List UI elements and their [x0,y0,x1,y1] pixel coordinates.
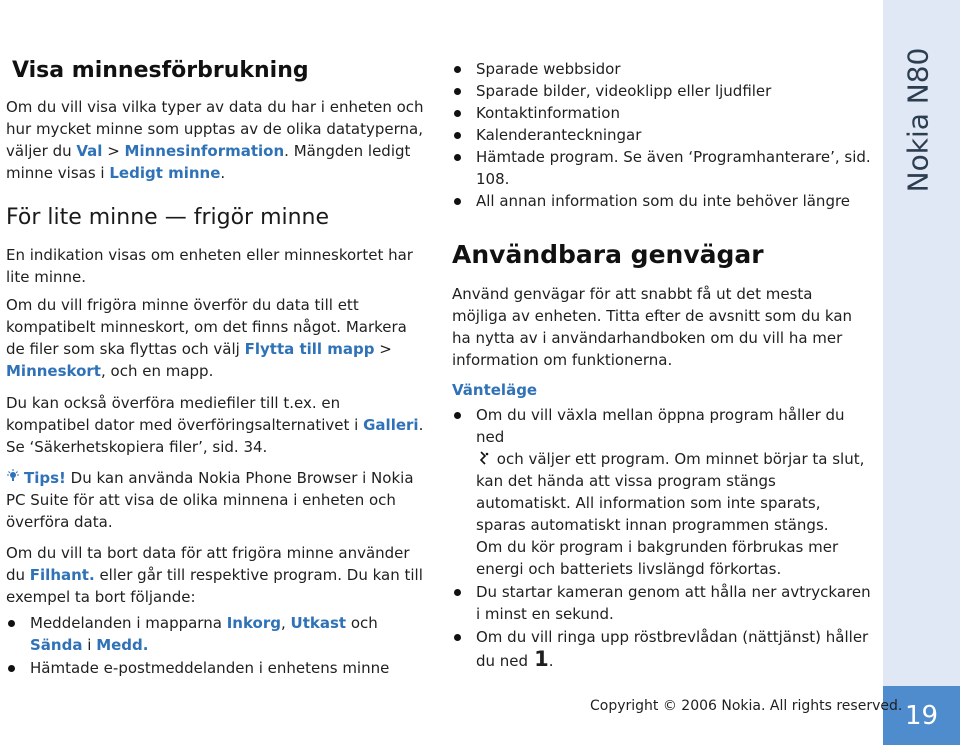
list-item [452,581,872,625]
intro-paragraph [6,96,426,184]
digit-one-key: 1 [534,647,549,671]
bullet1-text: Meddelanden i mapparna [30,614,227,632]
menu-key-icon [476,450,492,466]
link-medd[interactable]: Medd. [96,636,149,654]
bullet-vaxla-extra: Om du kör program i bakgrunden förbrukas mer energi och batteriets livslängd förkortas. [476,538,839,578]
subheading-vantelage: Vänteläge [452,381,538,399]
link-minnesinformation[interactable]: Minnesinformation [124,142,285,160]
tips-label: Tips! [24,469,66,487]
page-title: Visa minnesförbrukning [12,58,309,83]
bullet1-sep2: och [346,614,378,632]
bullet2-text: Hämtade e-postmeddelanden i enhetens minne [30,659,390,677]
list-item: Sparade bilder, videoklipp eller ljudfiler [452,80,872,102]
lightbulb-icon [6,467,20,481]
bullet-rostbrevlada-end: . [548,652,554,670]
list-item: Hämtade program. Se även ‘Programhanterare’, sid. 108. [452,146,872,190]
list-item: Kalenderanteckningar [452,124,872,146]
paragraph-genvagar: Använd genvägar för att snabbt få ut det mesta möjliga av enheten. Titta efter de avsnitt som du kan ha nytta av i användarhandboken om du vill ha mer information om funktionerna. [452,285,853,369]
p2-text2: , och en mapp. [100,362,214,380]
intro-text-end: . [220,164,226,182]
list-item: All annan information som du inte behöver längre [452,190,872,212]
p3-text2: . Se ‘Säkerhetskopiera filer’, sid. 34. [6,416,424,456]
bullet-kamera: Du startar kameran genom att hålla ner avtryckaren i minst en sekund. [476,583,871,623]
bullet-rostbrevlada-text: Om du vill ringa upp röstbrevlådan (nättjänst) håller du ned [476,628,869,670]
tips-box [6,467,426,533]
paragraph-ta-bort-data [6,542,426,608]
bullet-vaxla-line1: Om du vill växla mellan öppna program håller du ned [476,406,845,446]
copyright-footer: Copyright © 2006 Nokia. All rights reserved. [590,698,903,714]
page-number: 19 [883,686,960,745]
list-item [452,404,872,580]
bullet1-sep1: , [280,614,291,632]
paragraph-frigora-minne [6,294,426,382]
list-item [452,626,872,672]
sidebar-title: Nokia N80 [901,47,935,193]
link-galleri[interactable]: Galleri [363,416,419,434]
p4-text1: Om du vill ta bort data för att frigöra minne använder du [6,544,410,584]
right-bottom-bullet-list [452,404,872,672]
p2-text1: Om du vill frigöra minne överför du data till ett kompatibelt minneskort, om det finns något. Markera de filer som ska flyttas och välj [6,296,407,358]
p2-separator: > [374,340,392,358]
list-item: Sparade webbsidor [452,58,872,80]
tips-text: Du kan använda Nokia Phone Browser i Nokia PC Suite för att visa de olika minnena i enheten och överföra data. [6,469,414,531]
paragraph-mediefiler [6,392,426,458]
list-item: Kontaktinformation [452,102,872,124]
paragraph-indikation: En indikation visas om enheten eller minneskortet har lite minne. [6,246,413,286]
bullet-vaxla-line2: och väljer ett program. Om minnet börjar ta slut, kan det hända att vissa program stängs automatiskt. All information som inte sparats, sparas automatiskt innan programmen stängs. [476,450,865,534]
link-sanda[interactable]: Sända [30,636,83,654]
p4-text2: eller går till respektive program. Du kan till exempel ta bort följande: [6,566,423,606]
link-flytta-till-mapp[interactable]: Flytta till mapp [244,340,375,358]
link-filhant[interactable]: Filhant. [29,566,95,584]
intro-text-mid: . Mängden ledigt minne visas i [6,142,411,182]
link-inkorg[interactable]: Inkorg [226,614,281,632]
intro-text-before: Om du vill visa vilka typer av data du har i enheten och hur mycket minne som upptas av de olika datatyperna, väljer du [6,98,424,160]
bullet1-sep3: i [82,636,97,654]
left-bullet-list [6,612,426,679]
link-val[interactable]: Val [76,142,103,160]
list-item [6,657,426,679]
section-title-genvagar: Användbara genvägar [452,240,764,269]
right-top-bullet-list [452,58,872,212]
link-ledigt-minne[interactable]: Ledigt minne [109,164,221,182]
link-minneskort[interactable]: Minneskort [6,362,101,380]
p3-text1: Du kan också överföra mediefiler till t.ex. en kompatibel dator med överföringsalternativet i [6,394,364,434]
intro-separator: > [102,142,125,160]
list-item [6,612,426,656]
section-heading-frigor-minne: För lite minne — frigör minne [6,205,330,230]
link-utkast[interactable]: Utkast [290,614,347,632]
